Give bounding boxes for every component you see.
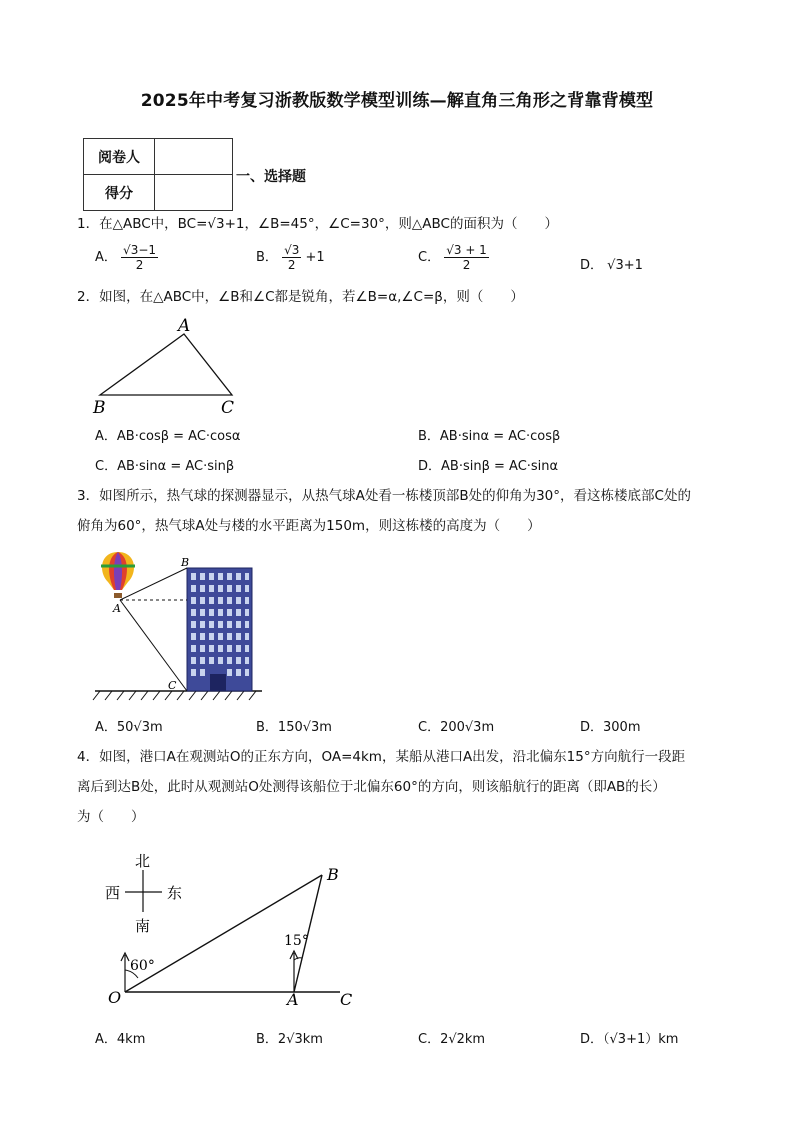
question-3-stem-line-1: 3．如图所示，热气球的探测器显示，从热气球A处看一栋楼顶部B处的仰角为30°，看这栋楼底部C处的 [77,488,691,504]
q4-compass-east: 东 [167,884,183,902]
q1-option-b-tail: +1 [305,250,325,265]
q1-option-b-numerator: √3 [284,243,300,257]
q1-option-a-denominator: 2 [135,258,144,272]
q4-option-b[interactable]: B．2√3km [256,1032,323,1047]
q4-option-d[interactable]: D．（√3+1）km [580,1032,679,1047]
q4-option-c[interactable]: C．2√2km [418,1032,486,1047]
q3-point-a: A [113,602,121,615]
q1-option-a-numerator: √3−1 [123,243,157,257]
q1-option-d-label: D． [580,258,604,273]
q2-vertex-b: B [93,398,106,418]
q1-option-c-denominator: 2 [462,258,471,272]
question-4-stem-line-3: 为（ ） [77,809,145,825]
q4-angle-60: 60° [130,958,155,974]
q3-option-b[interactable]: B．150√3m [256,720,332,735]
q4-compass-west: 西 [105,884,121,902]
score-label: 得分 [84,175,155,211]
q1-option-b-label: B． [256,250,278,265]
q1-option-b-denominator: 2 [287,258,296,272]
q3-option-c[interactable]: C．200√3m [418,720,495,735]
q4-angle-15: 15° [284,933,309,949]
q1-option-c-numerator: √3 + 1 [446,243,487,257]
reviewer-label: 阅卷人 [84,139,155,175]
q4-point-o: O [108,988,122,1007]
q1-option-d-text: √3+1 [607,258,643,273]
question-4-stem-line-2: 离后到达B处，此时从观测站O处测得该船位于北偏东60°的方向，则该船航行的距离（即AB的长） [77,779,666,795]
q2-option-a[interactable]: A．AB·cosβ = AC·cosα [95,429,241,444]
q3-point-c: C [168,679,177,692]
q3-option-d[interactable]: D．300m [580,720,641,735]
page-title: 2025年中考复习浙教版数学模型训练—解直角三角形之背靠背模型 [140,91,654,111]
q3-point-b: B [181,556,190,569]
q2-option-b[interactable]: B．AB·sinα = AC·cosβ [418,429,561,444]
q2-option-d[interactable]: D．AB·sinβ = AC·sinα [418,459,559,474]
section-heading: 一、选择题 [236,169,306,185]
q2-vertex-a: A [178,316,191,336]
q4-point-a: A [287,990,299,1009]
q4-point-c: C [340,990,353,1009]
q4-compass-north: 北 [135,852,151,870]
q4-option-a[interactable]: A．4km [95,1032,146,1047]
question-3-stem-line-2: 俯角为60°，热气球A处与楼的水平距离为150m，则这栋楼的高度为（ ） [77,518,541,534]
q1-option-a-label: A． [95,250,117,265]
q4-compass-south: 南 [135,917,151,935]
q3-option-a[interactable]: A．50√3m [95,720,163,735]
q1-option-c-label: C． [418,250,441,265]
q2-vertex-c: C [221,398,235,418]
q2-option-c[interactable]: C．AB·sinα = AC·sinβ [95,459,235,474]
question-1-stem: 1．在△ABC中，BC=√3+1，∠B=45°，∠C=30°，则△ABC的面积为（ ） [77,216,558,232]
question-4-stem-line-1: 4．如图，港口A在观测站O的正东方向，OA=4km，某船从港口A出发，沿北偏东15°方向航行一段距 [77,749,686,765]
q4-point-b: B [327,865,339,884]
question-2-stem: 2．如图，在△ABC中，∠B和∠C都是锐角，若∠B=α,∠C=β，则（ ） [77,289,524,305]
